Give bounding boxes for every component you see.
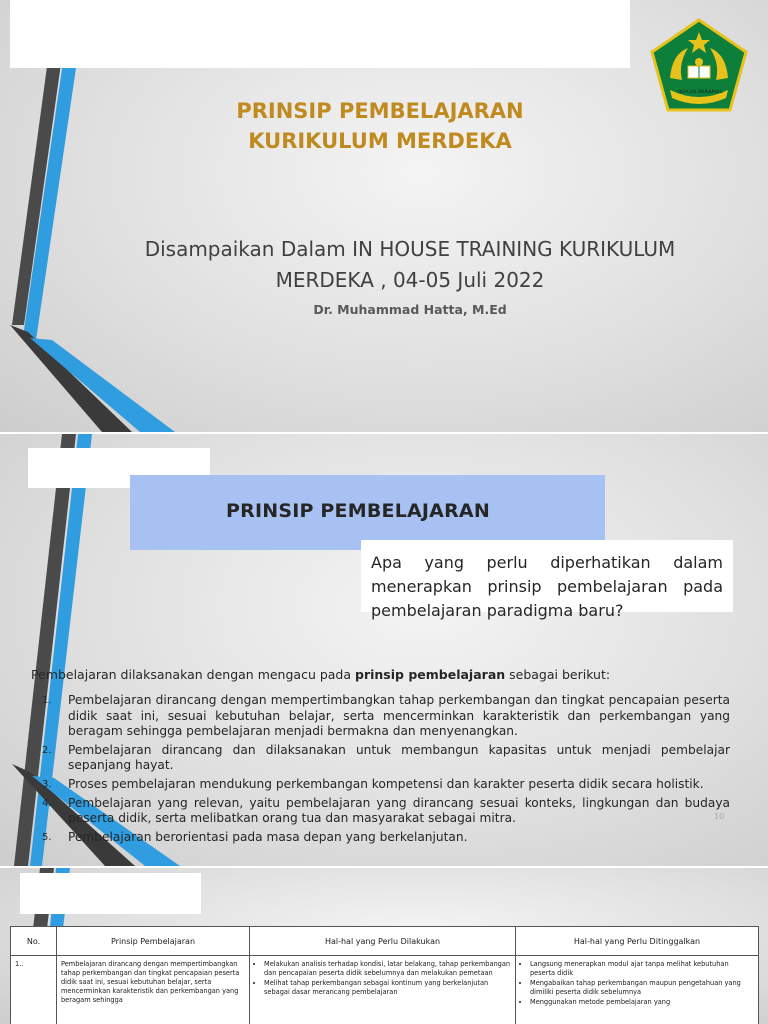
list-item-text: Proses pembelajaran mendukung perkembangan kompetensi dan karakter peserta didik secara holistik. (68, 776, 704, 791)
header-bar (10, 0, 630, 68)
title-line-1: PRINSIP PEMBELAJARAN (236, 99, 524, 123)
list-item-number: 5. (42, 831, 52, 843)
list-item-number: 1. (42, 695, 52, 706)
col-header-no: No. (11, 927, 57, 956)
list-item-text: Pembelajaran yang relevan, yaitu pembelajaran yang dirancang sesuai konteks, lingkungan dan budaya peserta didik, serta melibatkan orang tua dan masyarakat sebagai mitra. (68, 795, 730, 826)
list-item: • Mengabaikan tahap perkembangan maupun pengetahuan yang dimiliki peserta didik sebelumnya (530, 979, 754, 997)
intro-text-after: sebagai berikut: (505, 667, 611, 682)
cell-prinsip: Pembelajaran dirancang dengan mempertimbangkan tahap perkembangan dan tingkat pencapaian peserta didik saat ini, sesuai kebutuhan belajar, serta mencerminkan karakteristik dan perkembangan yang beragam sehingga (57, 956, 250, 1024)
list-item-number: 3. (42, 778, 52, 790)
principles-table-slide (0, 868, 768, 1024)
list-item-text: Pembelajaran dirancang dan dilaksanakan untuk membangun kapasitas untuk menjadi pembelajar sepanjang hayat. (68, 742, 730, 773)
principles-table (10, 926, 759, 1024)
table-header-row (11, 927, 759, 956)
principles-list (32, 693, 730, 848)
slide-title-box (130, 475, 605, 550)
list-item: • Melakukan analisis terhadap kondisi, latar belakang, tahap perkembangan dan pencapaian peserta didik sebelumnya dan melakukan pemetaan (264, 960, 511, 978)
cell-ditinggalkan (516, 956, 759, 1024)
list-item (32, 743, 730, 774)
list-item-text: Pembelajaran berorientasi pada masa depan yang berkelanjutan. (68, 829, 468, 844)
list-item: • Menggunakan metode pembelajaran yang (530, 998, 754, 1007)
cell-no: 1.. (11, 956, 57, 1024)
list-item (32, 796, 730, 827)
col-header-ditinggalkan: Hal-hal yang Perlu Ditinggalkan (516, 927, 759, 956)
col-header-prinsip: Prinsip Pembelajaran (57, 927, 250, 956)
dark-swoosh (10, 325, 132, 432)
list-item: • Melihat tahap perkembangan sebagai kontinum yang berkelanjutan sebagai dasar merancang pembelajaran (264, 979, 511, 997)
list-item-text: Pembelajaran dirancang dengan mempertimbangkan tahap perkembangan dan tingkat pencapaian peserta didik saat ini, sesuai kebutuhan belajar, serta mencerminkan karakteristik dan perkembangan yang beragam sehingga pembelajaran menjadi bermakna dan menyenangkan. (68, 693, 730, 739)
cell-dilakukan (250, 956, 516, 1024)
logo-text: IKHLAS BERAMAL (678, 90, 723, 95)
intro-text-before: Pembelajaran dilaksanakan dengan mengacu pada (31, 667, 356, 682)
title-line-2: KURIKULUM MERDEKA (248, 129, 512, 153)
list-item (32, 830, 730, 846)
subtitle-line-1: Disampaikan Dalam IN HOUSE TRAINING KURIKULUM (144, 237, 676, 261)
list-item: • Langsung menerapkan modul ajar tanpa melihat kebutuhan peserta didik (530, 960, 754, 978)
intro-text (31, 667, 731, 683)
question-box: Apa yang perlu diperhatikan dalam menerapkan prinsip pembelajaran pada pembelajaran paradigma baru? (361, 540, 733, 612)
list-item-number: 2. (42, 744, 52, 756)
title-slide (0, 0, 768, 432)
list-item (32, 693, 730, 740)
slide-title: PRINSIP PEMBELAJARAN (226, 500, 490, 522)
presentation-title (180, 96, 580, 156)
table-row (11, 956, 759, 1024)
kemenag-logo-icon (648, 18, 750, 118)
list-item (32, 777, 730, 793)
list-item-number: 4. (42, 797, 52, 809)
presentation-subtitle (100, 234, 720, 296)
principles-slide (0, 434, 768, 866)
header-white-box (20, 873, 201, 914)
page-number: 10 (714, 812, 725, 821)
intro-text-bold: prinsip pembelajaran (355, 667, 506, 682)
author-name: Dr. Muhammad Hatta, M.Ed (313, 302, 507, 317)
subtitle-line-2: MERDEKA , 04-05 Juli 2022 (275, 268, 545, 292)
col-header-dilakukan: Hal-hal yang Perlu Dilakukan (250, 927, 516, 956)
